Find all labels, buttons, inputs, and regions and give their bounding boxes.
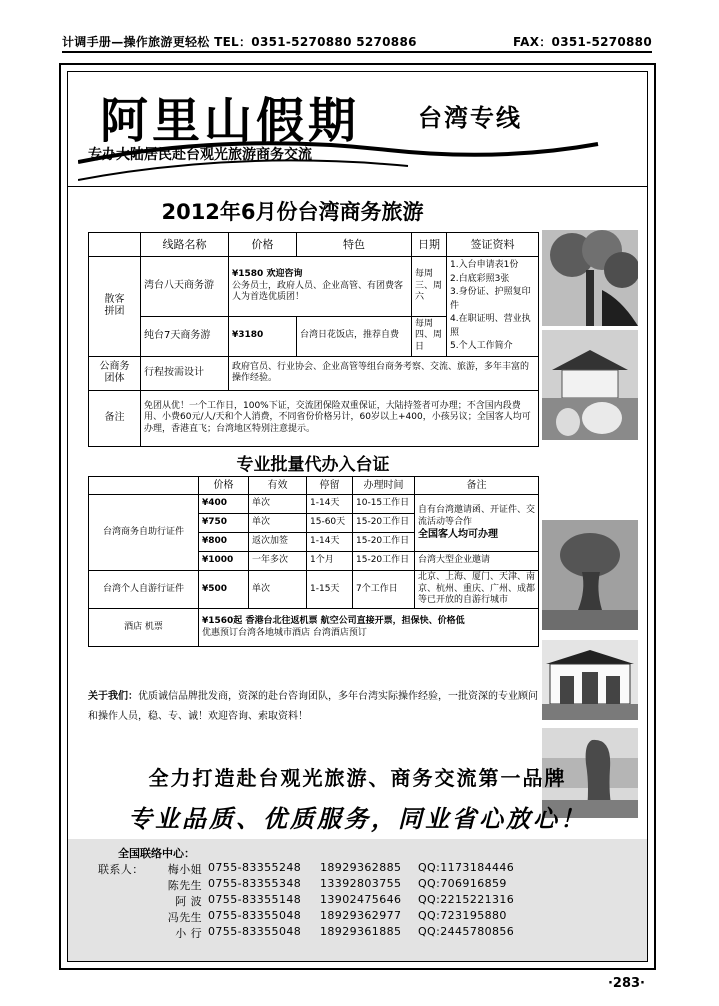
about-us bbox=[88, 687, 538, 727]
tour-price-feature bbox=[229, 257, 412, 317]
brand-subtitle: 专办大陆居民赴台观光旅游商务交流 bbox=[88, 147, 312, 163]
contact-name: 陈先生 bbox=[167, 879, 202, 892]
contact-phone: 0755-83355048 bbox=[208, 925, 302, 938]
entry-hotel-booking: 优惠预订台湾各地城市酒店 台湾酒店预订 bbox=[202, 627, 367, 638]
entry-col-header: 办理时间 bbox=[353, 477, 415, 495]
slogan-secondary: 专业品质、优质服务，同业省心放心！ bbox=[128, 804, 587, 833]
entry-remark-enterprise: 台湾大型企业邀请 bbox=[415, 552, 539, 571]
contact-mobile: 13902475646 bbox=[320, 893, 402, 906]
contact-mobile: 18929362977 bbox=[320, 909, 402, 922]
tour-feature: 公务员士，政府人员、企业高管、有团费客人为首选优质团！ bbox=[232, 280, 404, 302]
entry-validity: 单次 bbox=[249, 495, 307, 514]
entry-time: 15-20工作日 bbox=[353, 533, 415, 552]
entry-validity: 单次 bbox=[249, 571, 307, 609]
tour-col-header: 线路名称 bbox=[141, 233, 229, 257]
tour-group-name: 行程按需设计 bbox=[141, 356, 229, 390]
tour-col-header: 日期 bbox=[412, 233, 447, 257]
tour-notes-label: 备注 bbox=[89, 390, 141, 446]
about-text: 优质诚信品牌批发商，资深的赴台咨询团队，多年台湾实际操作经验，一批资深的专业顾问和操作人员，稳、专、诚！欢迎咨询、索取资料！ bbox=[88, 691, 538, 722]
photo-queen-head-rock-icon bbox=[542, 520, 638, 630]
contact-qq: QQ:706916859 bbox=[418, 877, 507, 890]
tour-route-name: 纯台7天商务游 bbox=[141, 316, 229, 356]
entry-type-business: 台湾商务自助行证件 bbox=[89, 495, 199, 571]
contact-panel bbox=[68, 839, 647, 961]
tour-row bbox=[89, 257, 539, 317]
entry-col-header: 有效 bbox=[249, 477, 307, 495]
contact-phone: 0755-83355348 bbox=[208, 877, 302, 890]
contact-phone: 0755-83355048 bbox=[208, 909, 302, 922]
contact-qq: QQ:1173184446 bbox=[418, 861, 515, 874]
contact-name: 梅小姐 bbox=[167, 863, 202, 876]
photo-memorial-hall-icon bbox=[542, 330, 638, 440]
entry-remark-text: 自有台湾邀请函、开证件、交流活动等合作 bbox=[418, 504, 536, 527]
tour-category-group: 公商务 团体 bbox=[89, 356, 141, 390]
entry-stay: 1-14天 bbox=[307, 533, 353, 552]
entry-validity: 一年多次 bbox=[249, 552, 307, 571]
entry-type-individual: 台湾个人自游行证件 bbox=[89, 571, 199, 609]
entry-type-hotel: 酒店 机票 bbox=[89, 609, 199, 647]
top-banner-text: 计调手册—操作旅游更轻松 TEL：0351-5270880 5270886 bbox=[62, 35, 417, 49]
entry-price: ¥1000 bbox=[199, 552, 249, 571]
photo-tree-icon bbox=[542, 230, 638, 326]
contact-mobile: 13392803755 bbox=[320, 877, 402, 890]
entry-permit-table bbox=[88, 476, 539, 647]
contact-phone: 0755-83355148 bbox=[208, 893, 302, 906]
tour-date: 每周四、周日 bbox=[412, 316, 447, 356]
entry-time: 15-20工作日 bbox=[353, 552, 415, 571]
entry-col-header: 备注 bbox=[415, 477, 539, 495]
contact-prefix: 联系人： bbox=[98, 863, 144, 876]
ad-frame bbox=[59, 63, 656, 970]
tour-visa-docs: 1.入台申请表1份 2.白底彩照3张 3.身份证、护照复印件 4.在职证明、营业执照 5.个人工作简介 bbox=[447, 257, 539, 357]
entry-remark-highlight: 全国客人均可办理 bbox=[418, 529, 498, 541]
contact-phone: 0755-83355248 bbox=[208, 861, 302, 874]
entry-time: 15-20工作日 bbox=[353, 514, 415, 533]
tour-table bbox=[88, 232, 539, 447]
tour-date: 每周三、周六 bbox=[412, 257, 447, 317]
tour-notes: 免团从优！一个工作日，100%下证，交流团保险双重保证，大陆持签者可办理；不含国内段费用、小费60元/人/天和个人消费，不同省份价格另计，60岁以上+400，小孩另议；全国客人均可办理，香港直飞；台湾地区特别注意提示。 bbox=[141, 390, 539, 446]
tour-category-individual: 散客 拼团 bbox=[89, 257, 141, 357]
entry-row bbox=[89, 609, 539, 647]
divider bbox=[68, 186, 647, 187]
entry-validity: 返次加签 bbox=[249, 533, 307, 552]
about-label: 关于我们： bbox=[88, 691, 138, 702]
tour-group-row bbox=[89, 356, 539, 390]
contact-mobile: 18929362885 bbox=[320, 861, 402, 874]
entry-stay: 1个月 bbox=[307, 552, 353, 571]
entry-validity: 单次 bbox=[249, 514, 307, 533]
entry-time: 10-15工作日 bbox=[353, 495, 415, 514]
entry-stay: 15-60天 bbox=[307, 514, 353, 533]
entry-price: ¥750 bbox=[199, 514, 249, 533]
entry-price: ¥800 bbox=[199, 533, 249, 552]
entry-header-row bbox=[89, 477, 539, 495]
entry-hotel-flight: ¥1560起 香港台北往返机票 航空公司直接开票，担保快、价格低 bbox=[202, 615, 465, 626]
tour-header-blank bbox=[89, 233, 141, 257]
entry-remark-cities: 北京、上海、厦门、天津、南京、杭州、重庆、广州、成都等已开放的自游行城市 bbox=[415, 571, 539, 609]
entry-permit-title: 专业批量代办入台证 bbox=[236, 455, 390, 475]
entry-price: ¥500 bbox=[199, 571, 249, 609]
fax-number: FAX：0351-5270880 bbox=[513, 35, 652, 49]
route-name: 台湾专线 bbox=[418, 104, 522, 132]
entry-header-blank bbox=[89, 477, 199, 495]
contact-qq: QQ:723195880 bbox=[418, 909, 507, 922]
entry-hotel-info bbox=[199, 609, 539, 647]
brand-name: 阿里山假期 bbox=[100, 93, 361, 149]
brand-header bbox=[78, 80, 638, 185]
entry-time: 7个工作日 bbox=[353, 571, 415, 609]
entry-col-header: 价格 bbox=[199, 477, 249, 495]
tour-header-row bbox=[89, 233, 539, 257]
entry-col-header: 停留 bbox=[307, 477, 353, 495]
entry-remark-business bbox=[415, 495, 539, 552]
contact-title: 全国联络中心： bbox=[118, 847, 195, 860]
tour-route-name: 湾台八天商务游 bbox=[141, 257, 229, 317]
entry-price: ¥400 bbox=[199, 495, 249, 514]
tour-price: ¥3180 bbox=[229, 316, 297, 356]
tour-price: ¥1580 欢迎咨询 bbox=[232, 269, 303, 280]
contact-name: 小 行 bbox=[175, 927, 202, 940]
contact-name: 阿 波 bbox=[175, 895, 202, 908]
slogan-main: 全力打造赴台观光旅游、商务交流第一品牌 bbox=[148, 766, 567, 790]
tour-feature: 台湾日花饭店，推荐自费 bbox=[297, 316, 412, 356]
entry-stay: 1-14天 bbox=[307, 495, 353, 514]
entry-row bbox=[89, 571, 539, 609]
tour-col-header: 签证资料 bbox=[447, 233, 539, 257]
entry-row bbox=[89, 495, 539, 514]
contact-qq: QQ:2215221316 bbox=[418, 893, 515, 906]
tour-col-header: 价格 bbox=[229, 233, 297, 257]
contact-qq: QQ:2445780856 bbox=[418, 925, 515, 938]
page-number: ·283· bbox=[607, 976, 645, 991]
tour-group-desc: 政府官员、行业协会、企业高管等组台商务考察、交流、旅游，多年丰富的操作经验。 bbox=[229, 356, 539, 390]
tour-title: 2012年6月份台湾商务旅游 bbox=[161, 200, 424, 224]
contact-name: 冯先生 bbox=[167, 911, 202, 924]
contact-mobile: 18929361885 bbox=[320, 925, 402, 938]
tour-notes-row bbox=[89, 390, 539, 446]
photo-gate-icon bbox=[542, 640, 638, 720]
tour-col-header: 特色 bbox=[297, 233, 412, 257]
top-banner bbox=[62, 33, 652, 53]
entry-stay: 1-15天 bbox=[307, 571, 353, 609]
ad-inner-frame bbox=[67, 71, 648, 962]
